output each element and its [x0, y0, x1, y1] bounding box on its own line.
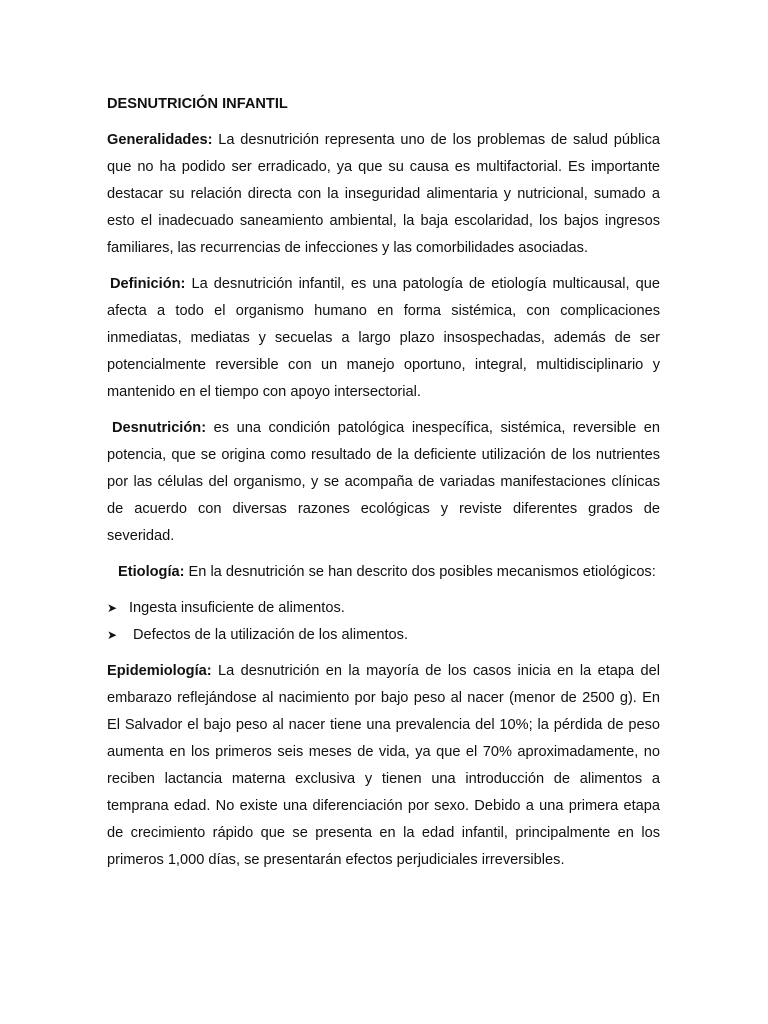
- document-title: DESNUTRICIÓN INFANTIL: [107, 96, 288, 112]
- list-item: [107, 595, 660, 622]
- paragraph-generalidades: [107, 127, 660, 262]
- section-heading-desnutricion: Desnutrición:: [112, 420, 207, 436]
- paragraph-definicion: [107, 271, 660, 406]
- list-item-text: Defectos de la utilización de los alimentos.: [133, 627, 408, 643]
- section-text-epidemiologia: La desnutrición en la mayoría de los casos inicia en la etapa del embarazo reflejándose al nacimiento por bajo peso al nacer (menor de 2500 g). En El Salvador el bajo peso al nacer tiene una prevalencia del 10%; la pérdida de peso aumenta en los primeros seis meses de vida, ya que el 70% aproximadamente, no reciben lactancia materna exclusiva y tienen una introducción de alimentos a temprana edad. No existe una diferenciación por sexo. Debido a una primera etapa de crecimiento rápido que se presenta en la edad infantil, principalmente en los primeros 1,000 días, se presentarán efectos perjudiciales irreversibles.: [107, 663, 660, 868]
- paragraph-etiologia: [107, 559, 660, 586]
- section-heading-epidemiologia: Epidemiología:: [107, 663, 212, 679]
- section-heading-definicion: Definición:: [110, 276, 186, 292]
- section-text-desnutricion: es una condición patológica inespecífica, sistémica, reversible en potencia, que se origina como resultado de la deficiente utilización de los nutrientes por las células del organismo, y se acompaña de variadas manifestaciones clínicas de acuerdo con diversas razones ecológicas y reviste diferentes grados de severidad.: [107, 420, 660, 544]
- etiology-bullet-list: [107, 595, 660, 649]
- paragraph-desnutricion: [107, 415, 660, 550]
- section-heading-generalidades: Generalidades:: [107, 132, 213, 148]
- arrowhead-bullet-icon: ➤: [107, 628, 118, 642]
- section-heading-etiologia: Etiología:: [118, 564, 185, 580]
- document-page: [107, 91, 660, 883]
- list-item: [107, 622, 660, 649]
- section-text-etiologia: En la desnutrición se han descrito dos posibles mecanismos etiológicos:: [184, 564, 656, 580]
- list-item-text: Ingesta insuficiente de alimentos.: [129, 600, 345, 616]
- section-text-definicion: La desnutrición infantil, es una patología de etiología multicausal, que afecta a todo el organismo humano en forma sistémica, con complicaciones inmediatas, mediatas y secuelas a largo plazo insospechadas, además de ser potencialmente reversible con un manejo oportuno, integral, multidisciplinario y mantenido en el tiempo con apoyo intersectorial.: [107, 276, 660, 400]
- arrowhead-bullet-icon: ➤: [107, 601, 118, 615]
- paragraph-epidemiologia: [107, 658, 660, 874]
- section-text-generalidades: La desnutrición representa uno de los problemas de salud pública que no ha podido ser erradicado, ya que su causa es multifactorial. Es importante destacar su relación directa con la inseguridad alimentaria y nutricional, sumado a esto el inadecuado saneamiento ambiental, la baja escolaridad, los bajos ingresos familiares, las recurrencias de infecciones y las comorbilidades asociadas.: [107, 132, 660, 256]
